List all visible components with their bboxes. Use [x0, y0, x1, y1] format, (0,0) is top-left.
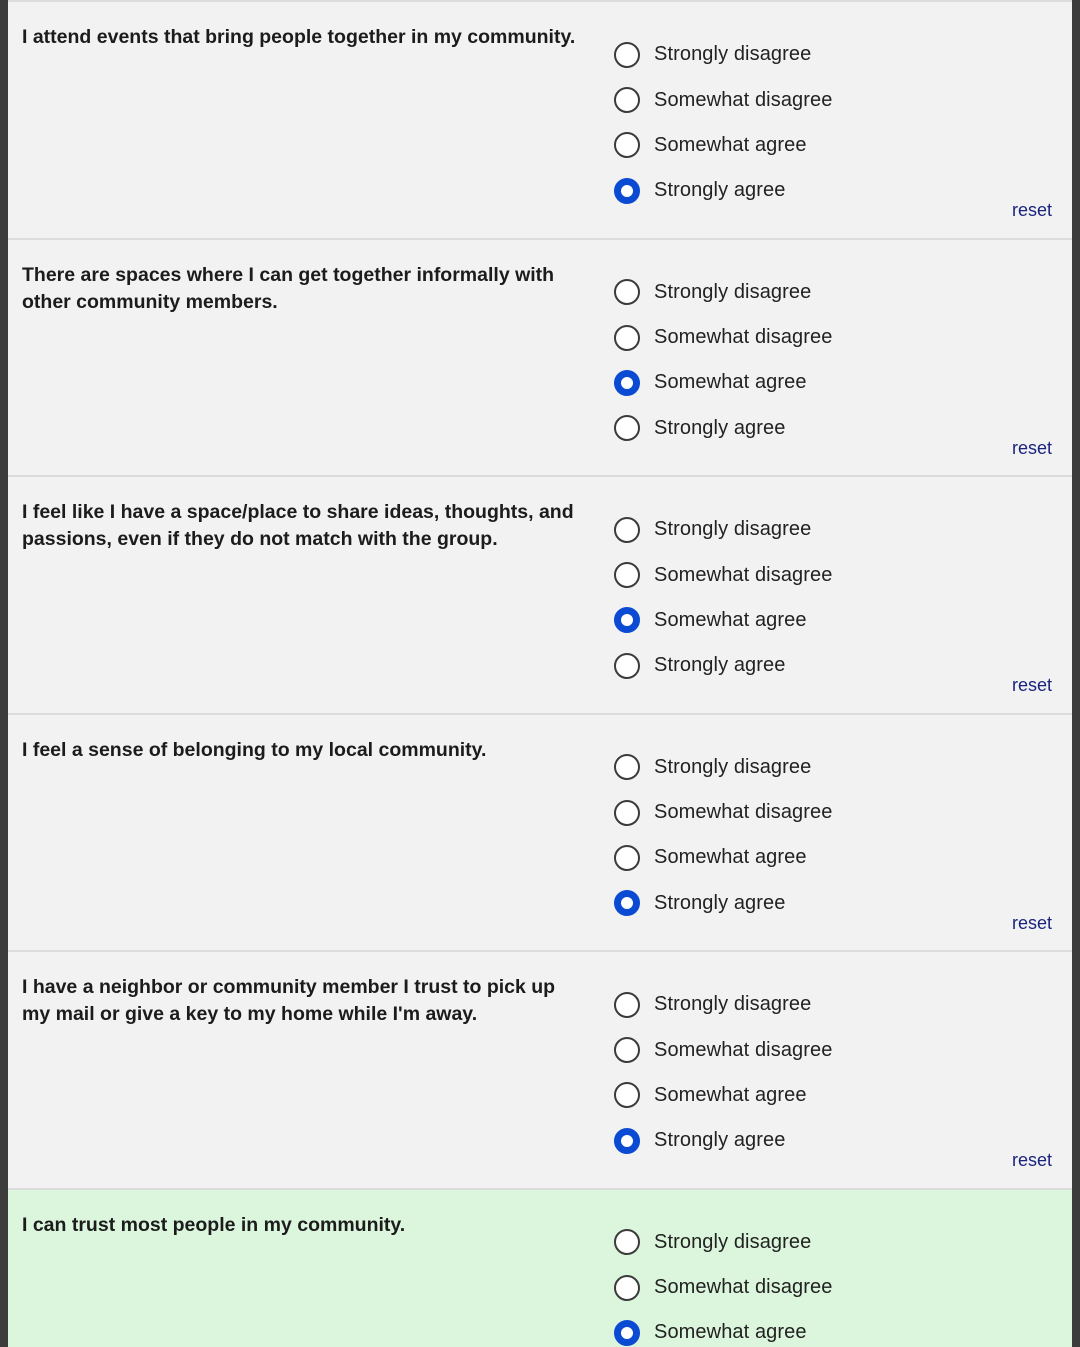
- question-text: I feel a sense of belonging to my local community.: [22, 738, 487, 761]
- question-text: I can trust most people in my community.: [22, 1213, 406, 1236]
- radio-checked-icon[interactable]: [614, 1320, 640, 1346]
- option-strongly-agree[interactable]: [614, 168, 832, 213]
- radio-checked-icon[interactable]: [614, 1128, 640, 1154]
- answer-options: [614, 745, 832, 927]
- option-somewhat-agree[interactable]: [614, 360, 832, 405]
- option-somewhat-agree[interactable]: [614, 1073, 832, 1118]
- option-strongly-agree[interactable]: [614, 643, 832, 688]
- survey-question: [8, 1188, 1072, 1347]
- answer-options: [614, 982, 832, 1164]
- radio-unchecked-icon[interactable]: [614, 132, 640, 158]
- option-label: Somewhat disagree: [654, 88, 833, 111]
- radio-unchecked-icon[interactable]: [614, 754, 640, 780]
- option-label: Somewhat agree: [654, 133, 807, 156]
- option-strongly-agree[interactable]: [614, 406, 832, 451]
- option-label: Strongly agree: [654, 1129, 786, 1152]
- option-label: Strongly agree: [654, 891, 786, 914]
- option-label: Strongly disagree: [654, 43, 812, 66]
- option-label: Strongly disagree: [654, 993, 812, 1016]
- radio-unchecked-icon[interactable]: [614, 992, 640, 1018]
- option-strongly-disagree[interactable]: [614, 270, 832, 315]
- option-somewhat-agree[interactable]: [614, 123, 832, 168]
- radio-unchecked-icon[interactable]: [614, 845, 640, 871]
- option-label: Somewhat disagree: [654, 563, 833, 586]
- survey-question: [8, 0, 1072, 238]
- option-somewhat-disagree[interactable]: [614, 1265, 832, 1310]
- option-label: Somewhat agree: [654, 608, 807, 631]
- option-label: Strongly disagree: [654, 1230, 812, 1253]
- survey-form: [8, 0, 1072, 1347]
- option-label: Strongly agree: [654, 654, 786, 677]
- radio-unchecked-icon[interactable]: [614, 42, 640, 68]
- option-label: Strongly agree: [654, 179, 786, 202]
- option-somewhat-disagree[interactable]: [614, 1027, 832, 1072]
- option-label: Strongly agree: [654, 416, 786, 439]
- option-strongly-disagree[interactable]: [614, 1220, 832, 1265]
- survey-question: [8, 475, 1072, 713]
- radio-unchecked-icon[interactable]: [614, 653, 640, 679]
- radio-unchecked-icon[interactable]: [614, 562, 640, 588]
- option-strongly-disagree[interactable]: [614, 507, 832, 552]
- question-text: I attend events that bring people together in my community.: [22, 26, 576, 48]
- option-strongly-agree[interactable]: [614, 881, 832, 926]
- option-label: Somewhat disagree: [654, 326, 833, 349]
- radio-unchecked-icon[interactable]: [614, 415, 640, 441]
- radio-unchecked-icon[interactable]: [614, 1229, 640, 1255]
- radio-unchecked-icon[interactable]: [614, 800, 640, 826]
- radio-checked-icon[interactable]: [614, 890, 640, 916]
- option-label: Somewhat disagree: [654, 801, 833, 824]
- answer-options: [614, 507, 832, 689]
- option-label: Somewhat agree: [654, 846, 807, 869]
- option-somewhat-disagree[interactable]: [614, 315, 832, 360]
- option-somewhat-agree[interactable]: [614, 835, 832, 880]
- radio-unchecked-icon[interactable]: [614, 325, 640, 351]
- reset-link[interactable]: reset: [1011, 1150, 1052, 1170]
- option-somewhat-disagree[interactable]: [614, 77, 832, 122]
- option-strongly-agree[interactable]: [614, 1118, 832, 1163]
- option-label: Somewhat disagree: [654, 1038, 833, 1061]
- option-strongly-disagree[interactable]: [614, 982, 832, 1027]
- radio-unchecked-icon[interactable]: [614, 1275, 640, 1301]
- option-label: Somewhat disagree: [654, 1276, 833, 1299]
- option-somewhat-disagree[interactable]: [614, 790, 832, 835]
- option-label: Strongly disagree: [654, 755, 812, 778]
- survey-question: [8, 238, 1072, 476]
- answer-options: [614, 32, 832, 214]
- question-text: I feel like I have a space/place to share ideas, thoughts, and passions, even if they do not match with the group.: [22, 501, 574, 550]
- reset-link[interactable]: reset: [1011, 437, 1052, 458]
- question-text: I have a neighbor or community member I trust to pick up my mail or give a key to my home while I'm away.: [22, 976, 556, 1025]
- radio-unchecked-icon[interactable]: [614, 87, 640, 113]
- option-label: Strongly disagree: [654, 280, 812, 303]
- reset-link[interactable]: reset: [1011, 912, 1052, 933]
- reset-link[interactable]: reset: [1011, 675, 1052, 695]
- radio-checked-icon[interactable]: [614, 607, 640, 633]
- radio-unchecked-icon[interactable]: [614, 517, 640, 543]
- question-text: There are spaces where I can get together informally with other community members.: [22, 263, 555, 313]
- option-strongly-disagree[interactable]: [614, 745, 832, 790]
- answer-options: [614, 270, 832, 452]
- reset-link[interactable]: reset: [1011, 200, 1052, 220]
- option-label: Somewhat agree: [654, 371, 807, 394]
- option-label: Strongly disagree: [654, 518, 812, 541]
- option-somewhat-agree[interactable]: [614, 1310, 832, 1347]
- radio-unchecked-icon[interactable]: [614, 279, 640, 305]
- radio-unchecked-icon[interactable]: [614, 1082, 640, 1108]
- option-label: Somewhat agree: [654, 1083, 807, 1106]
- survey-question: [8, 713, 1072, 951]
- option-label: Somewhat agree: [654, 1321, 807, 1344]
- option-somewhat-agree[interactable]: [614, 598, 832, 643]
- radio-checked-icon[interactable]: [614, 178, 640, 204]
- survey-question: [8, 950, 1072, 1188]
- option-strongly-disagree[interactable]: [614, 32, 832, 77]
- option-somewhat-disagree[interactable]: [614, 552, 832, 597]
- answer-options: [614, 1220, 832, 1347]
- radio-unchecked-icon[interactable]: [614, 1037, 640, 1063]
- radio-checked-icon[interactable]: [614, 370, 640, 396]
